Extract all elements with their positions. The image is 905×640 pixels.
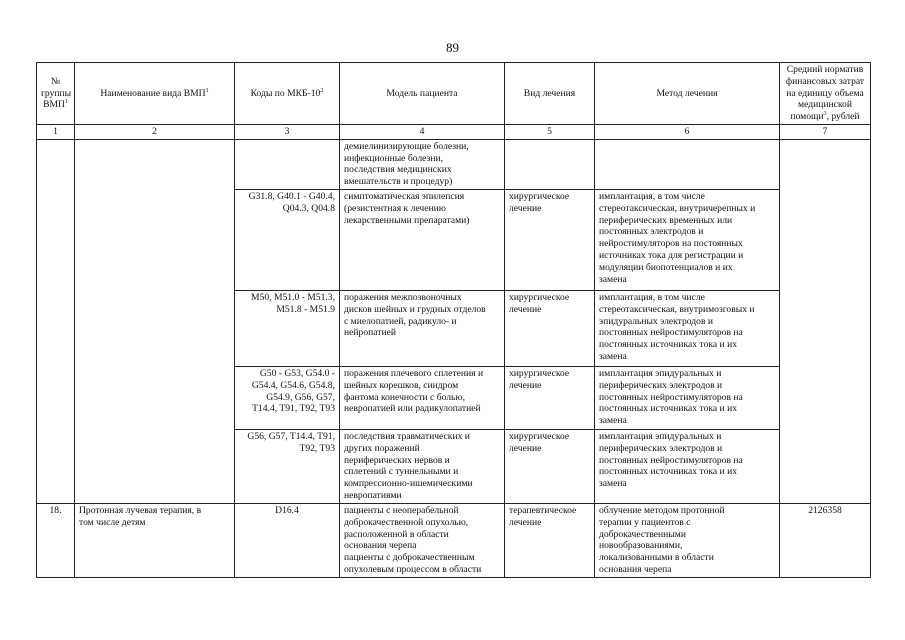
column-number: 7 — [780, 124, 871, 139]
vmp-name-cell: Протонная лучевая терапия, в том числе детям — [75, 503, 235, 577]
patient-model-cell: пациенты с неоперабельной доброкачественной опухолью, расположенной в области основания черепа пациенты с доброкачественным опухолевым процессом в области — [340, 503, 505, 577]
cost-cell: 2126358 — [780, 503, 871, 577]
icd-codes-cell: G56, G57, T14.4, T91, T92, T93 — [235, 429, 340, 503]
column-number-row — [37, 124, 871, 139]
treatment-method-cell: имплантация, в том числе стереотаксическая, внутримозговых и эпидуральных электродов и постоянных нейростимуляторов на постоянных источниках тока и их замена — [595, 290, 780, 366]
page-number: 89 — [446, 40, 459, 55]
vmp-table — [36, 62, 871, 578]
header-patient-model: Модель пациента — [340, 63, 505, 125]
patient-model-cell: поражения межпозвоночных дисков шейных и грудных отделов с миелопатией, радикуло- и нейропатией — [340, 290, 505, 366]
column-number: 3 — [235, 124, 340, 139]
column-number: 2 — [75, 124, 235, 139]
treatment-type-cell: терапевтическое лечение — [505, 503, 595, 577]
patient-model-cell: последствия травматических и других поражений периферических нервов и сплетений с туннельными и компрессионно-ишемическими невропатиями — [340, 429, 505, 503]
column-number: 1 — [37, 124, 75, 139]
treatment-type-cell: хирургическое лечение — [505, 366, 595, 429]
header-icd-codes: Коды по МКБ-$10^2$ — [235, 63, 340, 125]
icd-codes-cell: G31.8, G40.1 - G40.4, Q04.3, Q04.8 — [235, 189, 340, 290]
header-treatment-type: Вид лечения — [505, 63, 595, 125]
group-number-cell — [37, 139, 75, 503]
column-number: 4 — [340, 124, 505, 139]
header-cost: Средний норматив финансовых затрат на единицу объема медицинской помощи$^3$, рублей — [780, 63, 871, 125]
column-number: 6 — [595, 124, 780, 139]
icd-codes-cell: D16.4 — [235, 503, 340, 577]
icd-codes-cell: M50, M51.0 - M51.3, M51.8 - M51.9 — [235, 290, 340, 366]
patient-model-cell: демиелинизирующие болезни, инфекционные болезни, последствия медицинских вмешательств и процедур) — [340, 139, 505, 189]
treatment-type-cell — [505, 139, 595, 189]
treatment-type-cell: хирургическое лечение — [505, 429, 595, 503]
treatment-method-cell — [595, 139, 780, 189]
table-row — [37, 139, 871, 189]
header-row — [37, 63, 871, 125]
icd-codes-cell — [235, 139, 340, 189]
table-row-group-18 — [37, 503, 871, 577]
patient-model-cell: поражения плечевого сплетения и шейных корешков, синдром фантома конечности с болью, невропатией или радикулопатией — [340, 366, 505, 429]
patient-model-cell: симптоматическая эпилепсия (резистентная к лечению лекарственными препаратами) — [340, 189, 505, 290]
cost-cell — [780, 139, 871, 503]
header-group-number: № группы ВМП$^1$ — [37, 63, 75, 125]
icd-codes-cell: G50 - G53, G54.0 - G54.4, G54.6, G54.8, G54.9, G56, G57, T14.4, T91, T92, T93 — [235, 366, 340, 429]
column-number: 5 — [505, 124, 595, 139]
header-vmp-name: Наименование вида ВМП$^1$ — [75, 63, 235, 125]
group-number-cell: 18. — [37, 503, 75, 577]
treatment-method-cell: имплантация эпидуральных и периферических электродов и постоянных нейростимуляторов на постоянных источниках тока и их замена — [595, 429, 780, 503]
vmp-name-cell — [75, 139, 235, 503]
header-treatment-method: Метод лечения — [595, 63, 780, 125]
treatment-type-cell: хирургическое лечение — [505, 290, 595, 366]
treatment-method-cell: имплантация, в том числе стереотаксическая, внутричерепных и периферических временных или постоянных электродов и нейростимуляторов на постоянных источниках тока для регистрации и модуляции биопотенциалов и их замена — [595, 189, 780, 290]
treatment-method-cell: облучение методом протонной терапии у пациентов с доброкачественными новообразованиями, локализованными в области основания черепа — [595, 503, 780, 577]
treatment-method-cell: имплантация эпидуральных и периферических электродов и постоянных нейростимуляторов на постоянных источниках тока и их замена — [595, 366, 780, 429]
treatment-type-cell: хирургическое лечение — [505, 189, 595, 290]
